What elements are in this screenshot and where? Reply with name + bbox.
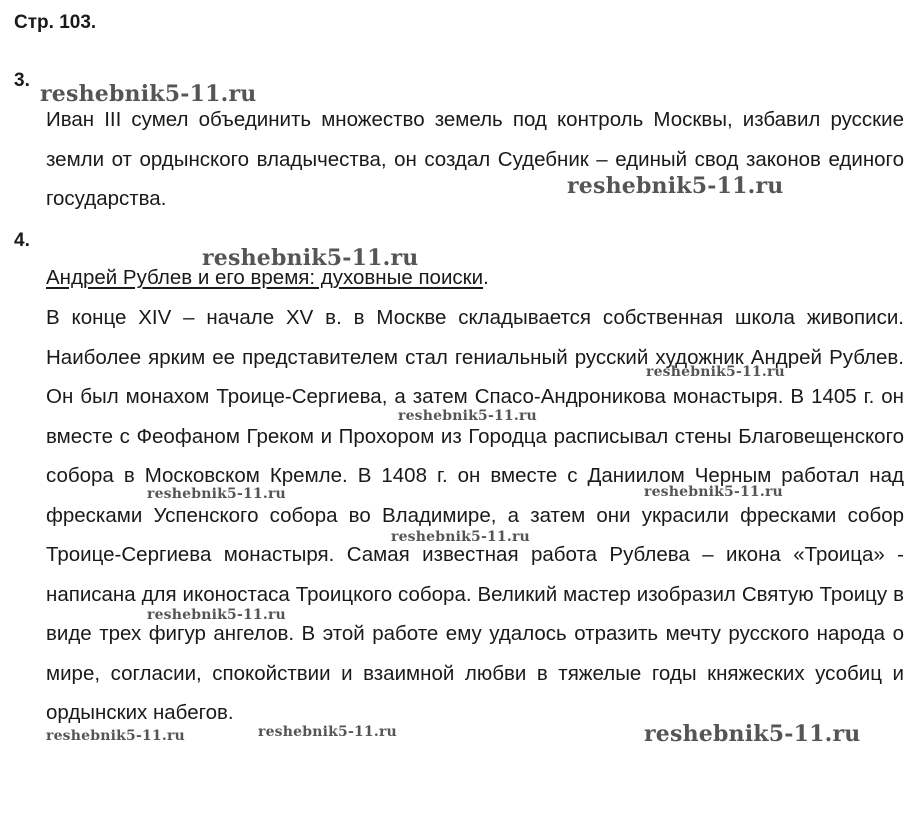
task-4-number: 4. (14, 230, 30, 251)
page-label: Стр. 103. (14, 12, 97, 33)
watermark: reshebnik5-11.ru (147, 486, 286, 502)
task-3-number: 3. (14, 70, 30, 91)
task-4-heading-title: Андрей Рублев и его время: духовные поиски (46, 266, 484, 289)
watermark: reshebnik5-11.ru (40, 81, 257, 107)
task-3-answer: Иван III сумел объединить множество земель под контроль Москвы, избавил русские земли от ордынского владычества, он создал Судебник – единый свод законов единого государства. (46, 108, 904, 210)
watermark: reshebnik5-11.ru (644, 484, 783, 500)
watermark: reshebnik5-11.ru (644, 721, 861, 747)
watermark: reshebnik5-11.ru (202, 245, 419, 271)
watermark: reshebnik5-11.ru (391, 529, 530, 545)
task-4-heading-period: . (483, 266, 489, 289)
watermark: reshebnik5-11.ru (398, 408, 537, 424)
watermark: reshebnik5-11.ru (567, 173, 784, 199)
watermark: reshebnik5-11.ru (147, 607, 286, 623)
task-4-answer: В конце XIV – начале XV в. в Москве складывается собственная школа живописи. Наиболее ярким ее представителем стал гениальный русский художник Андрей Рублев. Он был монахом Троице-Сергиева, а затем Спасо-Андроникова монастыря. В 1405 г. он вместе с Феофаном Греком и Прохором из Городца расписывал стены Благовещенского собора в Московском Кремле. В 1408 г. он вместе с Даниилом Черным работал над фресками Успенского собора во Владимире, а затем они украсили фресками собор Троице-Сергиева монастыря. Самая известная работа Рублева – икона «Троица» - написана для иконостаса Троицкого собора. Великий мастер изобразил Святую Троицу в виде трех фигур ангелов. В этой работе ему удалось отразить мечту русского народа о мире, согласии, спокойствии и взаимной любви в тяжелые годы княжеских усобиц и ордынских набегов. (46, 306, 904, 724)
watermark: reshebnik5-11.ru (258, 724, 397, 740)
watermark: reshebnik5-11.ru (646, 364, 785, 380)
watermark: reshebnik5-11.ru (46, 728, 185, 744)
